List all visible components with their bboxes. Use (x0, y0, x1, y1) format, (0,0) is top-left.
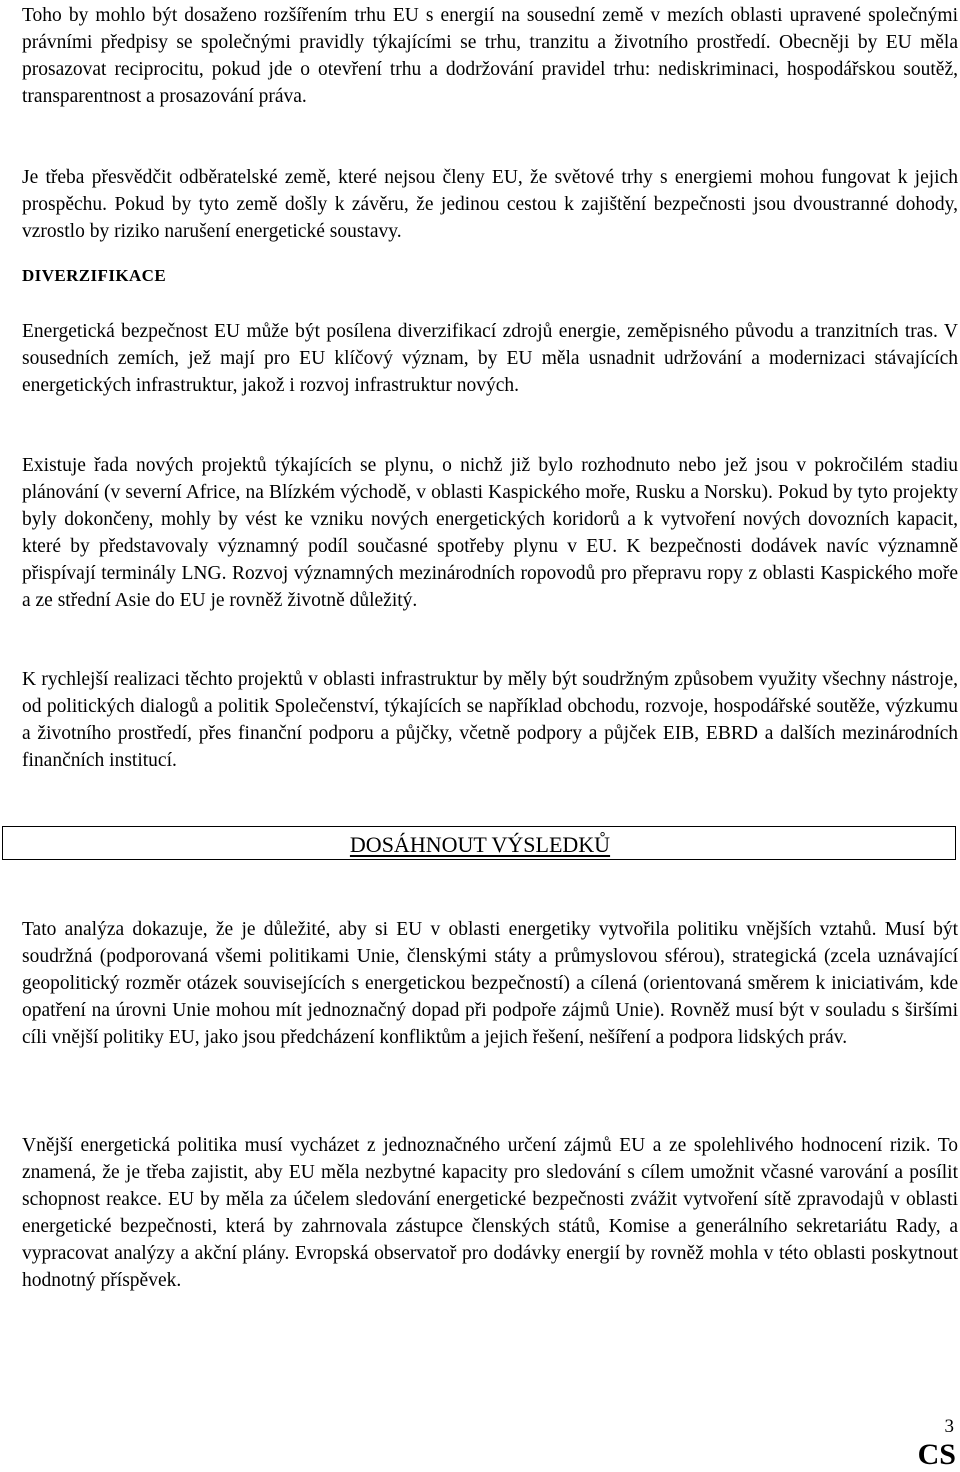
paragraph-market-extension: Toho by mohlo být dosaženo rozšířením trhu EU s energií na sousední země v mezích oblasti upravené společnými právními předpisy se společnými pravidly týkajícími se trhu, tranzitu a životního prostředí. Obecněji by EU měla prosazovat reciprocitu, pokud jde o otevření trhu a dodržování pravidel trhu: nediskriminaci, hospodářskou soutěž, transparentnost a prosazování práva. (22, 5, 958, 107)
heading-diversification: DIVERZIFIKACE (22, 266, 167, 285)
paragraph-consumer-countries: Je třeba přesvědčit odběratelské země, které nejsou členy EU, že světové trhy s energiemi mohou fungovat k jejich prospěchu. Pokud by tyto země došly k závěru, že jedinou cestou k zajištění bezpečnosti jsou dvoustranné dohody, vzrostlo by riziko narušení energetické soustavy. (22, 167, 958, 242)
paragraph-infrastructure-tools: K rychlejší realizaci těchto projektů v oblasti infrastruktur by měly být soudržným způsobem využity všechny nástroje, od politických dialogů a politik Společenství, týkajících se například obchodu, rozvoje, hospodářské soutěže, výzkumu a životního prostředí, přes finanční podporu a půjčky, včetně podpory a půjček EIB, EBRD a dalších mezinárodních finančních institucí. (22, 669, 958, 771)
paragraph-external-policy: Vnější energetická politika musí vycházet z jednoznačného určení zájmů EU a ze spolehlivého hodnocení rizik. To znamená, že je třeba zajistit, aby EU měla nezbytné kapacity pro sledování s cílem umožnit včasné varování a posílit schopnost reakce. EU by měla za účelem sledování energetické bezpečnosti zvážit vytvoření sítě zpravodajů v oblasti energetické bezpečnosti, která by zahrnovala zástupce členských států, Komise a generálního sekretariátu Rady, a vypracovat analýzy a akční plány. Evropská observatoř pro dodávky energií by rovněž mohla v této oblasti poskytnout hodnotný příspěvek. (22, 1135, 958, 1291)
page-number: 3 (944, 1416, 954, 1437)
paragraph-analysis: Tato analýza dokazuje, že je důležité, aby si EU v oblasti energetiky vytvořila politiku vnějších vztahů. Musí být soudržná (podporovaná všemi politikami Unie, členskými státy a průmyslovou sférou), strategická (zcela uznávající geopolitický rozměr otázek souvisejících s energetickou bezpečností) a cílená (orientovaná směrem k iniciativám, kde opatření na úrovni Unie mohou mít jednoznačný dopad při podpoře zájmů Unie). Rovněž musí být v souladu s širšími cíli vnější politiky EU, jako jsou předcházení konfliktům a jejich řešení, nešíření a podpora lidských práv. (22, 919, 958, 1048)
language-code: CS (917, 1438, 956, 1471)
section-title: DOSÁHNOUT VÝSLEDKŮ (349, 832, 611, 857)
paragraph-gas-projects: Existuje řada nových projektů týkajících se plynu, o nichž již bylo rozhodnuto nebo jež jsou v pokročilém stadiu plánování (v severní Africe, na Blízkém východě, v oblasti Kaspického moře, Rusku a Norsku). Pokud by tyto projekty byly dokončeny, mohly by vést ke vzniku nových energetických koridorů a k vytvoření nových dovozních kapacit, které by představovaly významný podíl současné spotřeby plynu v EU. K bezpečnosti dodávek navíc významně přispívají terminály LNG. Rozvoj významných mezinárodních ropovodů pro přepravu ropy z oblasti Kaspického moře a ze střední Asie do EU je rovněž životně důležitý. (22, 455, 958, 611)
paragraph-energy-security: Energetická bezpečnost EU může být posílena diverzifikací zdrojů energie, zeměpisného původu a tranzitních tras. V sousedních zemích, jež mají pro EU klíčový význam, by EU měla usnadnit udržování a modernizaci stávajících energetických infrastruktur, jakož i rozvoj infrastruktur nových. (22, 321, 958, 396)
